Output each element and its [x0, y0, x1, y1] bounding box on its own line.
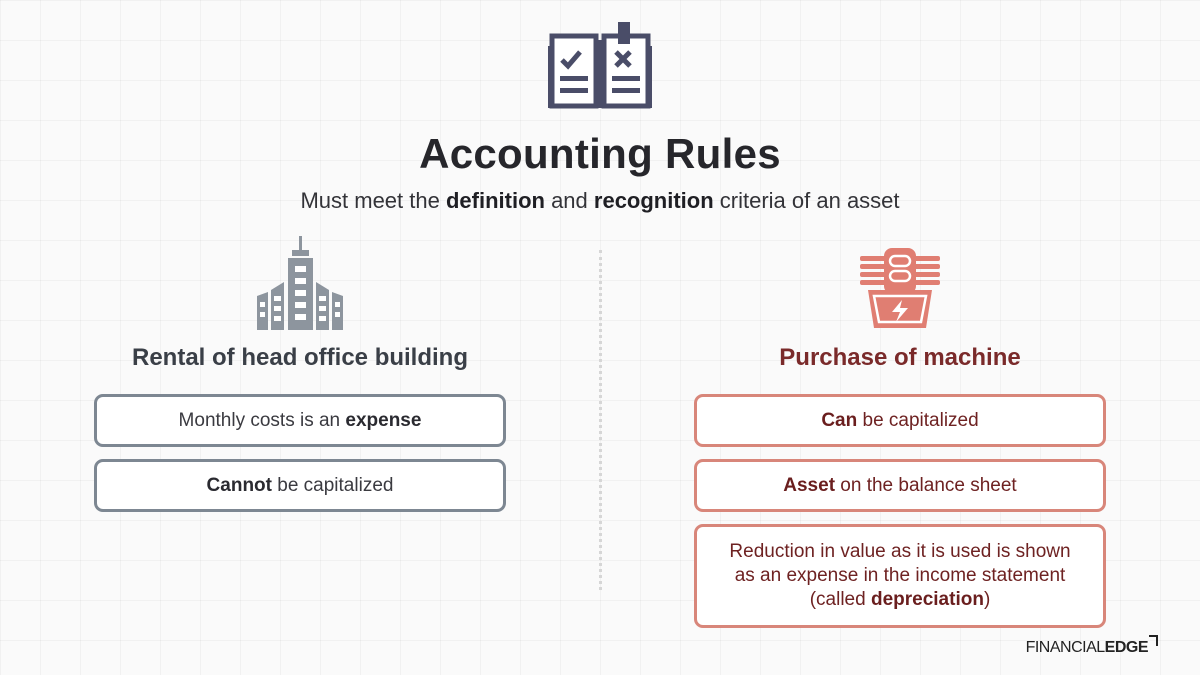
right-heading: Purchase of machine [779, 344, 1021, 371]
financial-edge-logo: FINANCIALEDGE [1026, 635, 1158, 657]
column-divider [599, 250, 602, 590]
checklist-book-icon [546, 18, 654, 114]
rule-box-expense: Monthly costs is an expense [94, 394, 506, 447]
left-heading: Rental of head office building [132, 344, 468, 371]
page-title: Accounting Rules [419, 130, 781, 177]
brand-corner-mark [1149, 635, 1158, 646]
machine-icon [858, 248, 942, 330]
building-icon [255, 236, 345, 330]
subtitle: Must meet the definition and recognition criteria of an asset [300, 188, 900, 213]
rule-box-cannot-capitalize: Cannot be capitalized [94, 459, 506, 512]
rule-box-can-capitalize: Can be capitalized [694, 394, 1106, 447]
rule-box-asset: Asset on the balance sheet [694, 459, 1106, 512]
rule-box-depreciation: Reduction in value as it is used is shown as an expense in the income statement (called depreciation) [694, 524, 1106, 628]
